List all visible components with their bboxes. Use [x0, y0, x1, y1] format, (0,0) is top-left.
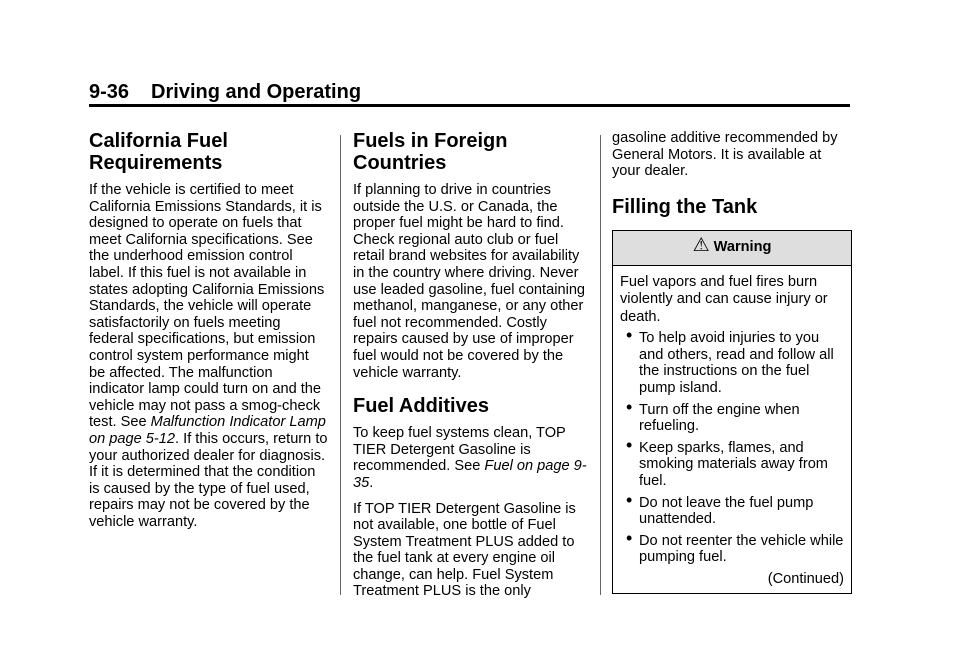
bullet-icon: •: [626, 396, 633, 417]
warning-list: [620, 325, 844, 566]
list-item: • Do not reenter the vehicle while pumping fuel.: [626, 527, 844, 566]
heading-filling-tank: Filling the Tank: [612, 195, 758, 218]
fuel-system-treatment-paragraph: If TOP TIER Detergent Gasoline is not available, one bottle of Fuel System Treatment PLUS added to the fuel tank at every engine oil change, can help. Fuel System Treatment PLUS is the only: [353, 500, 576, 600]
foreign-fuels-paragraph: If planning to drive in countries outside the U.S. or Canada, the proper fuel might be hard to find. Check regional auto club or fuel retail brand websites for availability in the country where driving. Never use leaded gasoline, fuel containing methanol, manganese, or any other fuel not recommended. Costly repairs caused by use of improper fuel would not be covered by the vehicle warranty.: [353, 182, 586, 381]
page-number: 9-36: [89, 81, 130, 103]
malfunction-lamp-reference[interactable]: Malfunction Indicator Lamp on page 5-12: [89, 414, 326, 447]
additive-continued-paragraph: gasoline additive recommended by General Motors. It is available at your dealer.: [612, 130, 838, 180]
warning-triangle-icon: ⚠: [692, 235, 710, 257]
column-1: [89, 130, 329, 539]
continued-label: (Continued): [767, 571, 844, 587]
column-divider-1: [340, 135, 341, 595]
list-item: • Do not leave the fuel pump unattended.: [626, 489, 814, 528]
column-3: [612, 130, 852, 594]
list-item: • To help avoid injuries to you and others, read and follow all the instructions on the fuel pump island.: [626, 325, 834, 397]
california-paragraph: If the vehicle is certified to meet California Emissions Standards, it is designed to operate on fuels that meet California specifications. See the underhood emission control label. If this fuel is not available in states adopting California Emissions Standards, the vehicle will operate satisfactorily on fuels meeting federal specifications, but emission control system performance might be affected. The malfunction indicator lamp could turn on and the vehicle may not pass a smog-check test. See Malfunction Indicator Lamp on page 5-12. If this occurs, return to your authorized dealer for diagnosis. If it is determined that the condition is caused by the type of fuel used, repairs may not be covered by the vehicle warranty.: [89, 182, 328, 530]
warning-intro: Fuel vapors and fuel fires burn violently and can cause injury or death.: [620, 273, 828, 325]
bullet-icon: •: [626, 434, 633, 455]
page-header: [89, 82, 850, 107]
bullet-icon: •: [626, 489, 633, 510]
column-2: [353, 130, 590, 609]
bullet-icon: •: [626, 325, 633, 346]
additives-paragraph: To keep fuel systems clean, TOP TIER Detergent Gasoline is recommended. See Fuel on page 9-35.: [353, 425, 587, 491]
heading-foreign-fuels: Fuels in Foreign Countries: [353, 130, 508, 174]
warning-title: Warning: [713, 239, 772, 256]
warning-body: [613, 266, 851, 593]
column-divider-2: [600, 135, 601, 595]
warning-header: [613, 231, 851, 266]
fuel-page-reference[interactable]: Fuel on page 9-35: [353, 458, 587, 491]
bullet-icon: •: [626, 527, 633, 548]
section-title: Driving and Operating: [151, 81, 362, 103]
warning-box: [612, 230, 852, 594]
list-item: • Keep sparks, flames, and smoking materials away from fuel.: [626, 434, 828, 490]
heading-california-fuel: California Fuel Requirements: [89, 130, 228, 174]
list-item: • Turn off the engine when refueling.: [626, 396, 800, 435]
heading-fuel-additives: Fuel Additives: [353, 395, 489, 418]
